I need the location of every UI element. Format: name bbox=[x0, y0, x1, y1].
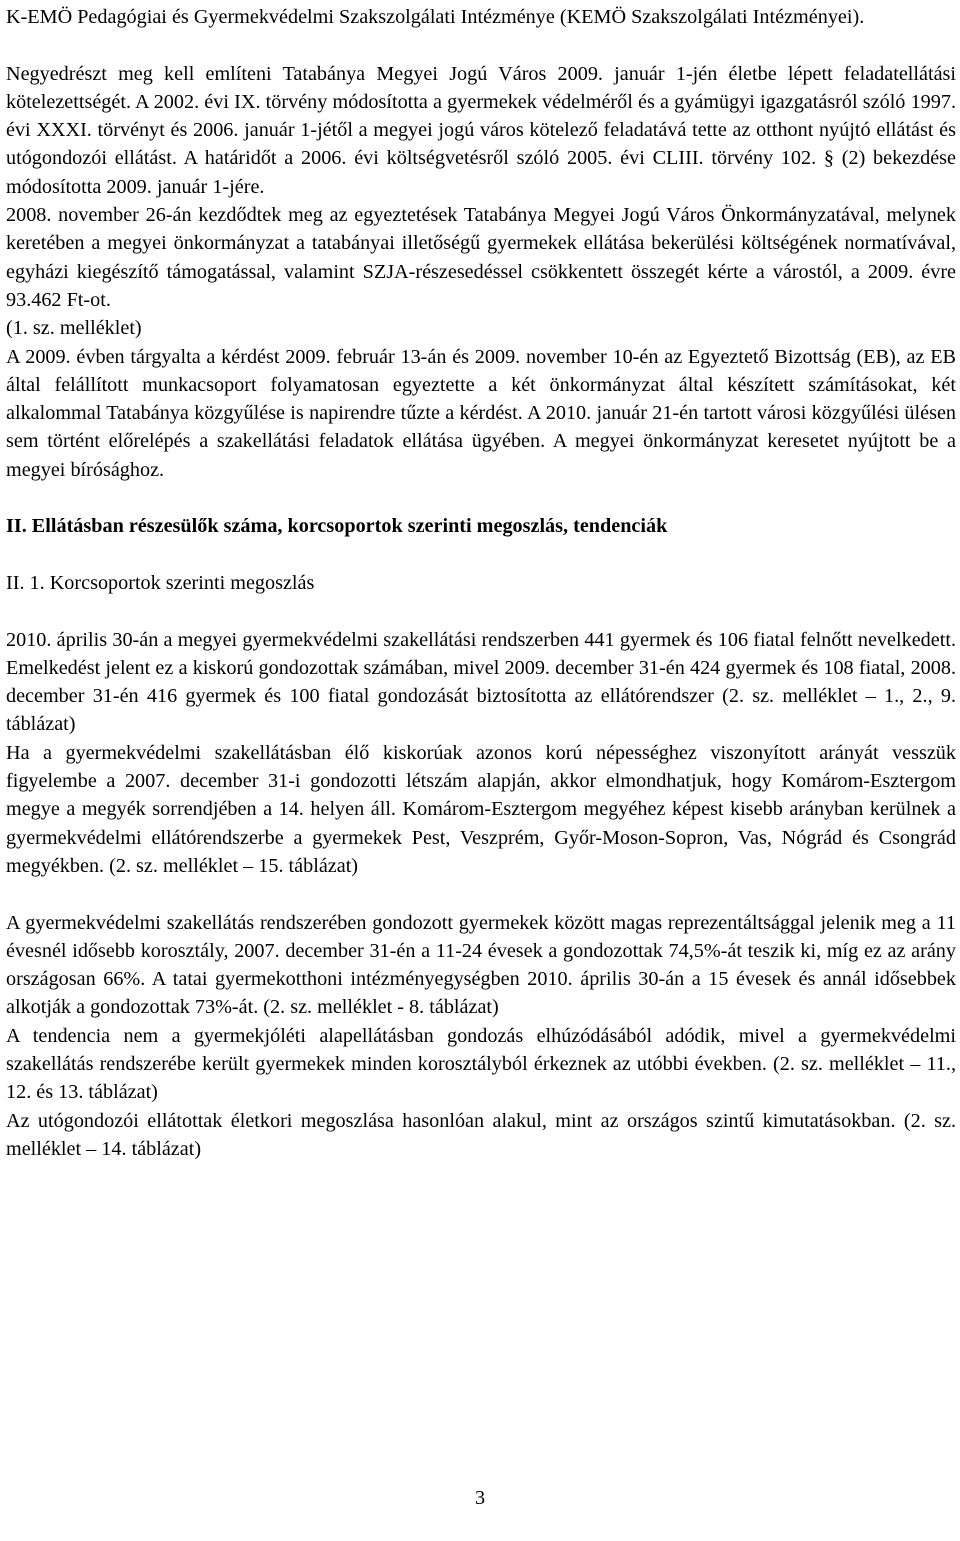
spacer bbox=[6, 541, 956, 569]
paragraph-county-ranking: Ha a gyermekvédelmi szakellátásban élő kiskorúak azonos korú népességhez viszonyított arányát vesszük figyelembe a 2007. december 31-i gondozotti létszám alapján, akkor elmondhatjuk, hogy Komárom-Esztergom megye a megyék sorrendjében a 14. helyen áll. Komárom-Esztergom megyéhez képest kisebb arányban kerülnek a gyermekvédelmi ellátórendszerbe a gyermekek Pest, Veszprém, Győr-Moson-Sopron, Vas, Nógrád és Csongrád megyékben. (2. sz. melléklet – 15. táblázat) bbox=[6, 741, 956, 877]
page-number: 3 bbox=[474, 1487, 486, 1509]
spacer bbox=[6, 31, 956, 59]
paragraph-annex-ref: (1. sz. melléklet) bbox=[6, 317, 142, 340]
paragraph-tatabanya-obligation: Negyedrészt meg kell említeni Tatabánya Megyei Jogú Város 2009. január 1-jén életbe lépett feladatellátási kötelezettségét. A 2002. évi IX. törvény módosította a gyermekek védelméről és a gyámügyi igazgatásról szóló 1997. évi XXXI. törvényt és 2006. január 1-jétől a megyei jogú város kötelező feladatává tette az otthont nyújtó ellátást és utógondozói ellátást. A határidőt a 2006. évi költségvetésről szóló 2005. évi CLIII. törvény 102. § (2) bekezdése módosította 2009. január 1-jére. bbox=[6, 62, 956, 198]
paragraph-intro: K-EMÖ Pedagógiai és Gyermekvédelmi Szakszolgálati Intézménye (KEMÖ Szakszolgálati Intézményei). bbox=[6, 6, 865, 28]
paragraph-negotiations: 2008. november 26-án kezdődtek meg az egyeztetések Tatabánya Megyei Jogú Város Önkormányzatával, melynek keretében a megyei önkormányzat a tatabányai illetőségű gyermekek ellátása bekerülési költségének normatívával, egyházi kiegészítő támogatással, valamint SZJA-részesedéssel csökkentett összegét kérte a várostól, a 2009. évre 93.462 Ft-ot. bbox=[6, 204, 956, 311]
paragraph-aftercare: Az utógondozói ellátottak életkori megoszlása hasonlóan alakul, mint az országos szintű kimutatásokban. (2. sz. melléklet – 14. táblázat) bbox=[6, 1109, 956, 1160]
spacer bbox=[6, 880, 956, 908]
paragraph-committee: A 2009. évben tárgyalta a kérdést 2009. február 13-án és 2009. november 10-én az Egyeztető Bizottság (EB), az EB által felállított munkacsoport folyamatosan egyeztette a két önkormányzat által készített számításokat, két alkalommal Tatabánya közgyűlése is napirendre tűzte a kérdést. A 2010. január 21-én tartott városi közgyűlési ülésen sem történt előrelépés a szakellátási feladatok ellátása ügyében. A megyei önkormányzat keresetet nyújtott be a megyei bírósághoz. bbox=[6, 345, 956, 481]
section-heading: II. Ellátásban részesülők száma, korcsoportok szerinti megoszlás, tendenciák bbox=[6, 515, 668, 538]
spacer bbox=[6, 597, 956, 625]
subsection-heading: II. 1. Korcsoportok szerinti megoszlás bbox=[6, 571, 315, 594]
paragraph-tendency: A tendencia nem a gyermekjóléti alapellátásban gondozás elhúzódásából adódik, mivel a gyermekvédelmi szakellátás rendszerébe került gyermekek minden korosztályból érkeznek az utóbbi években. (2. sz. melléklet – 11., 12. és 13. táblázat) bbox=[6, 1024, 956, 1104]
spacer bbox=[6, 484, 956, 512]
document-page bbox=[6, 0, 956, 1163]
paragraph-age-distribution: A gyermekvédelmi szakellátás rendszerében gondozott gyermekek között magas reprezentáltsággal jelenik meg a 11 évesnél idősebb korosztály, 2007. december 31-én a 11-24 évesek a gondozottak 74,5%-át teszik ki, míg ez az arány országosan 66%. A tatai gyermekotthoni intézményegységben 2010. április 30-án a 15 évesek és annál idősebbek alkotják a gondozottak 73%-át. (2. sz. melléklet - 8. táblázat) bbox=[6, 911, 956, 1019]
paragraph-care-numbers: 2010. április 30-án a megyei gyermekvédelmi szakellátási rendszerben 441 gyermek és 106 fiatal felnőtt nevelkedett. Emelkedést jelent ez a kiskorú gondozottak számában, mivel 2009. december 31-én 424 gyermek és 108 fiatal, 2008. december 31-én 416 gyermek és 100 fiatal gondozását biztosította az ellátórendszer (2. sz. melléklet – 1., 2., 9. táblázat) bbox=[6, 628, 956, 736]
